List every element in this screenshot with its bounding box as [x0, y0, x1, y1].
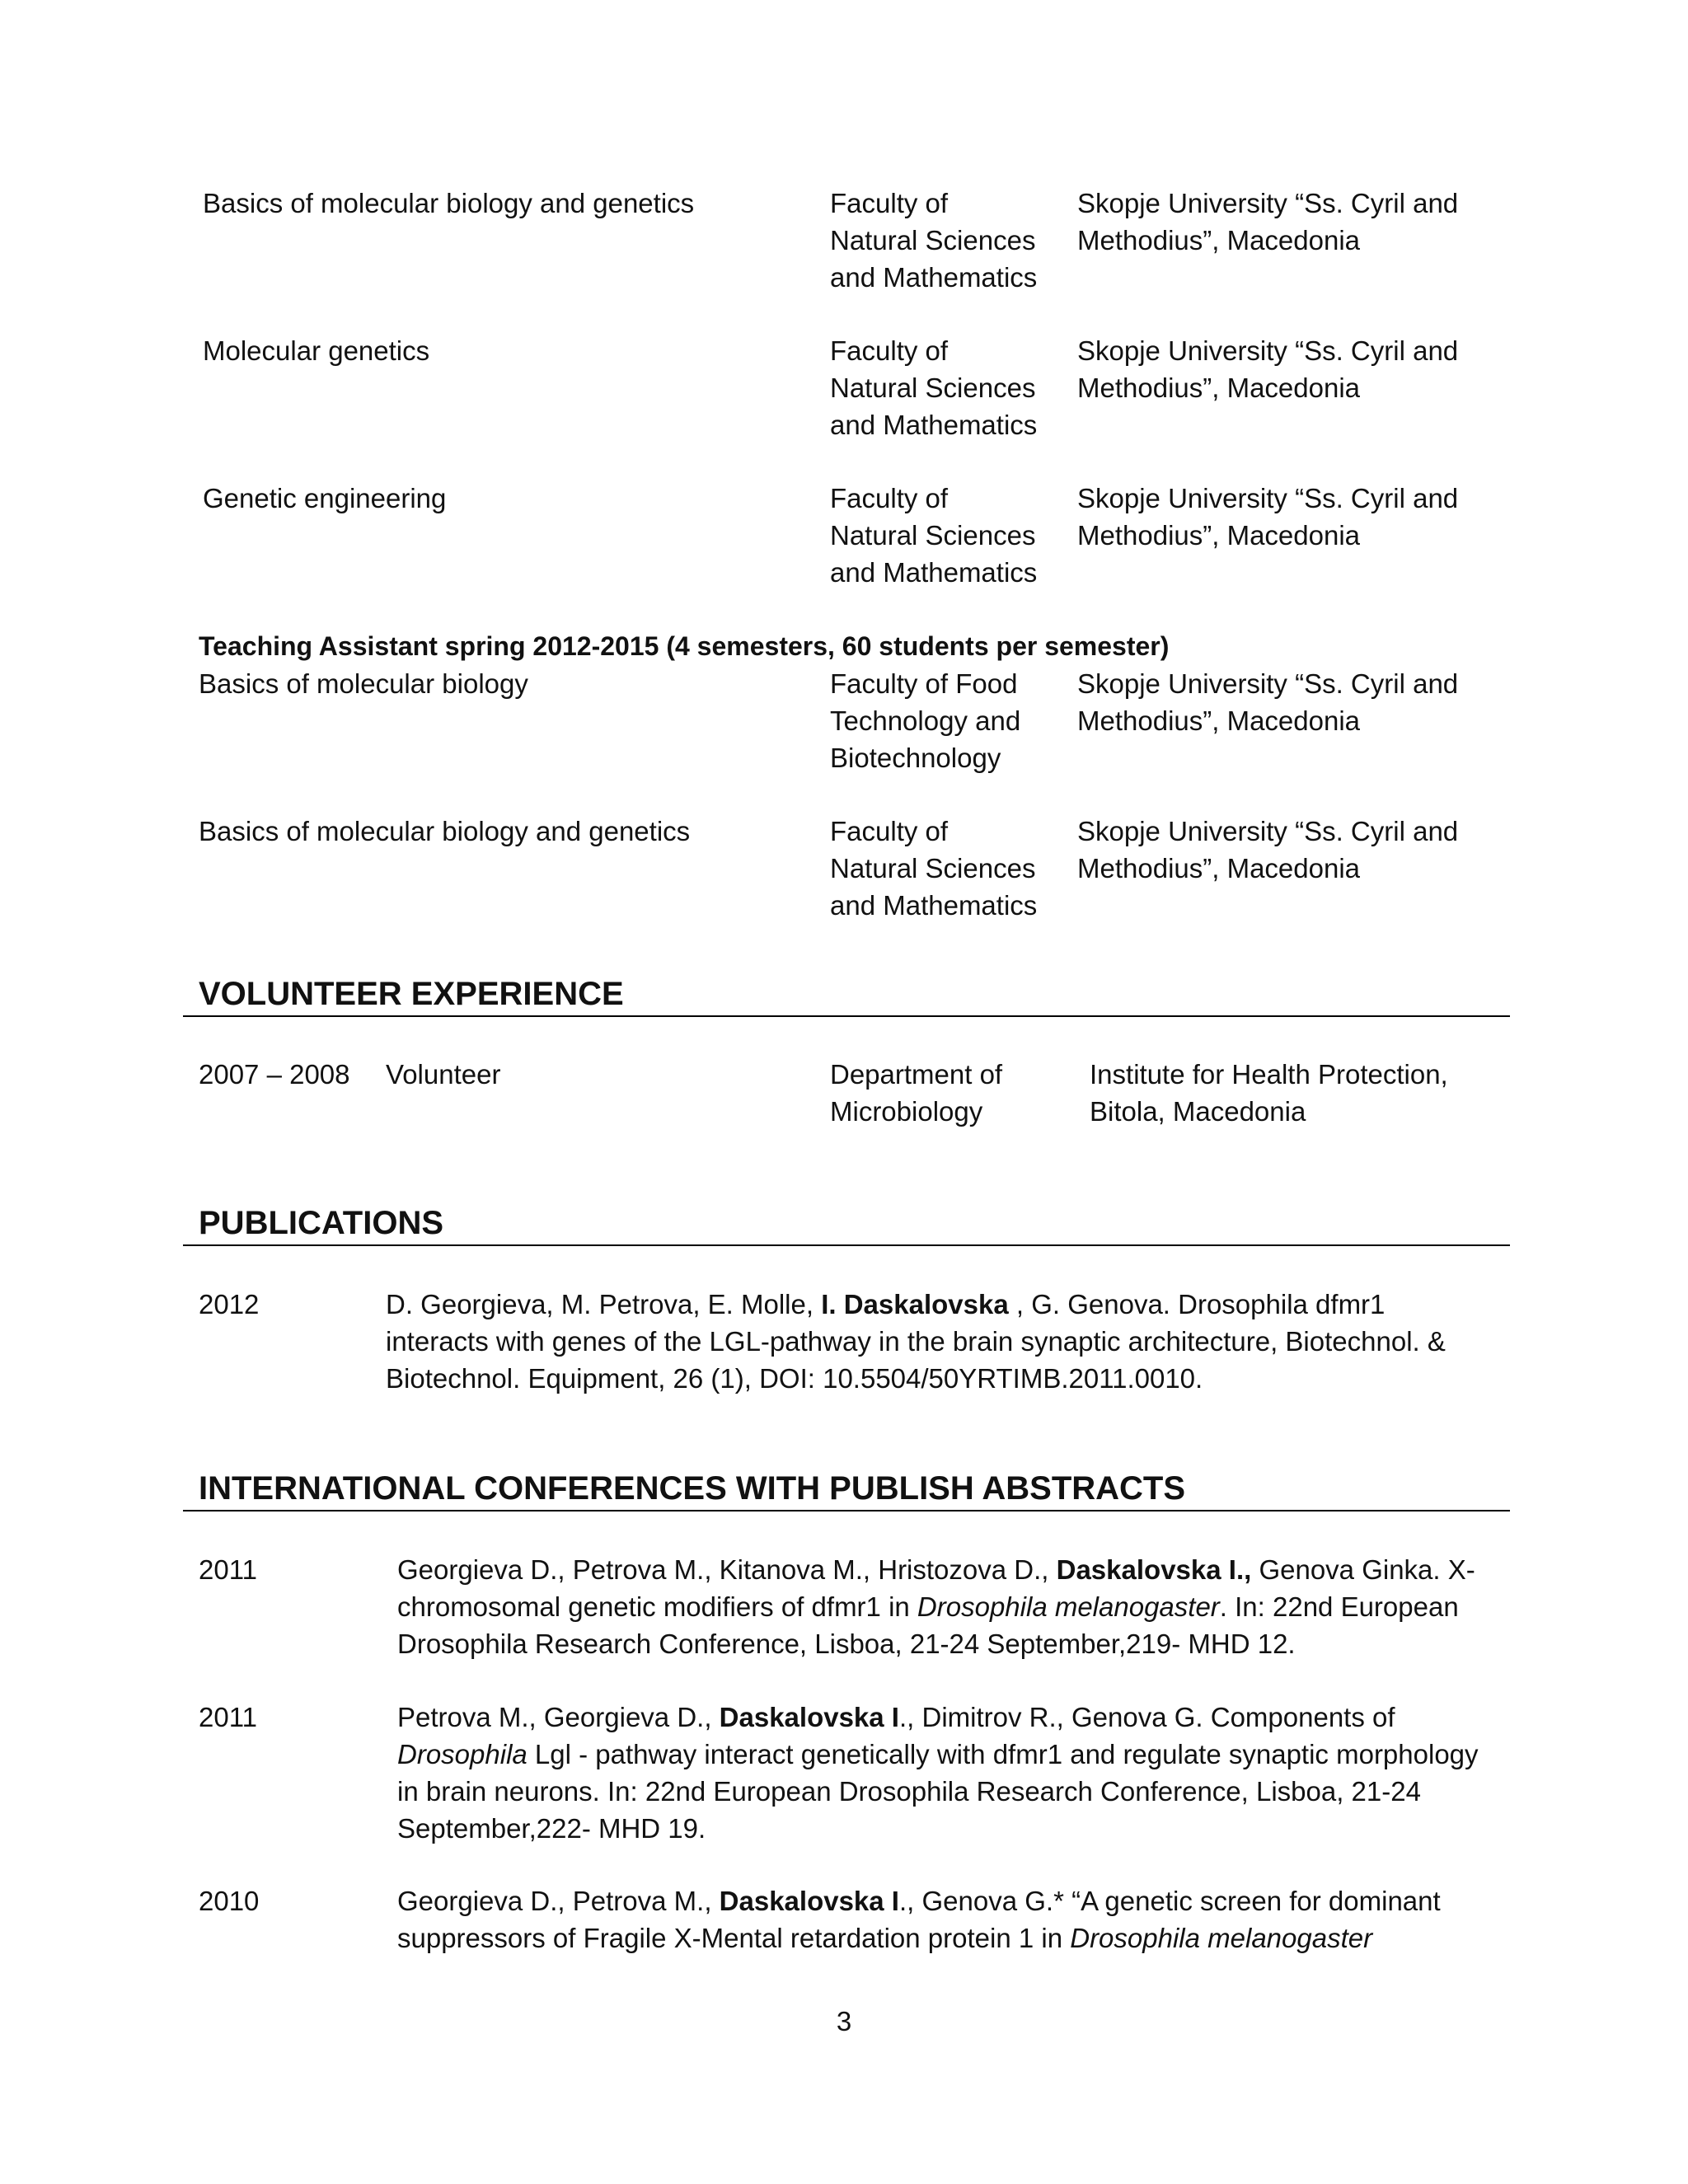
- conference-citation: Georgieva D., Petrova M., Daskalovska I., Genova G.* “A genetic screen for dominant suppressors of Fragile X-Mental retardation protein 1 in Drosophila melanogaster: [397, 1886, 1441, 1953]
- course-name: Basics of molecular biology and genetics: [199, 816, 691, 846]
- course-row: [0, 665, 1688, 780]
- volunteer-section: [183, 972, 1510, 1017]
- author-highlight: I. Daskalovska: [821, 1289, 1009, 1319]
- author-highlight: Daskalovska I.,: [1056, 1554, 1252, 1585]
- conference-citation: Georgieva D., Petrova M., Kitanova M., Hristozova D., Daskalovska I., Genova Ginka. X-chromosomal genetic modifiers of dfmr1 in Drosophila melanogaster. In: 22nd European Drosophila Research Conference, Lisboa, 21-24 September,219- MHD 12.: [397, 1554, 1475, 1659]
- section-title: PUBLICATIONS: [183, 1202, 1510, 1246]
- volunteer-department: Department of Microbiology: [830, 1059, 1003, 1127]
- conference-entry: [199, 1699, 1484, 1847]
- publications-section: [183, 1202, 1510, 1246]
- volunteer-role: Volunteer: [386, 1059, 501, 1090]
- course-name: Basics of molecular biology: [199, 668, 528, 699]
- conference-entry: [199, 1882, 1484, 1965]
- course-row: [0, 813, 1688, 928]
- course-university: Skopje University “Ss. Cyril and Methodius”, Macedonia: [1077, 188, 1459, 255]
- course-university: Skopje University “Ss. Cyril and Methodius”, Macedonia: [1077, 668, 1459, 736]
- conference-entry: [199, 1551, 1484, 1666]
- course-row: [0, 332, 1688, 448]
- course-faculty: Faculty of Natural Sciences and Mathematics: [830, 188, 1038, 293]
- section-title: INTERNATIONAL CONFERENCES WITH PUBLISH ABSTRACTS: [183, 1467, 1510, 1511]
- course-row: [0, 185, 1688, 300]
- conferences-section: [183, 1467, 1510, 1511]
- publication-citation: D. Georgieva, M. Petrova, E. Molle, I. Daskalovska , G. Genova. Drosophila dfmr1 interacts with genes of the LGL-pathway in the brain synaptic architecture, Biotechnol. & Biotechnol. Equipment, 26 (1), DOI: 10.5504/50YRTIMB.2011.0010.: [386, 1289, 1446, 1394]
- volunteer-years: 2007 – 2008: [199, 1059, 350, 1090]
- conference-year: 2010: [199, 1886, 260, 1916]
- course-faculty: Faculty of Natural Sciences and Mathematics: [830, 483, 1038, 588]
- volunteer-institution: Institute for Health Protection, Bitola, Macedonia: [1090, 1059, 1448, 1127]
- conference-year: 2011: [199, 1554, 257, 1585]
- course-name: Genetic engineering: [203, 483, 447, 513]
- conference-year: 2011: [199, 1702, 257, 1732]
- volunteer-entry: [0, 1056, 1688, 1138]
- section-title: VOLUNTEER EXPERIENCE: [183, 972, 1510, 1017]
- teaching-assistant-heading: Teaching Assistant spring 2012-2015 (4 semesters, 60 students per semester): [199, 631, 1170, 661]
- author-highlight: Daskalovska I: [719, 1702, 899, 1732]
- course-name: Basics of molecular biology and genetics: [203, 188, 695, 218]
- publication-entry: [199, 1286, 1484, 1401]
- course-faculty: Faculty of Natural Sciences and Mathematics: [830, 816, 1038, 921]
- course-row: [0, 480, 1688, 595]
- course-name: Molecular genetics: [203, 335, 430, 366]
- course-university: Skopje University “Ss. Cyril and Methodius”, Macedonia: [1077, 483, 1459, 551]
- conference-citation: Petrova M., Georgieva D., Daskalovska I., Dimitrov R., Genova G. Components of Drosophila Lgl - pathway interact genetically with dfmr1 and regulate synaptic morphology in brain neurons. In: 22nd European Drosophila Research Conference, Lisboa, 21-24 September,222- MHD 19.: [397, 1702, 1479, 1844]
- course-university: Skopje University “Ss. Cyril and Methodius”, Macedonia: [1077, 335, 1459, 403]
- publication-year: 2012: [199, 1289, 260, 1319]
- course-university: Skopje University “Ss. Cyril and Methodius”, Macedonia: [1077, 816, 1459, 883]
- course-faculty: Faculty of Food Technology and Biotechnology: [830, 668, 1021, 773]
- author-highlight: Daskalovska I: [719, 1886, 899, 1916]
- page-number: 3: [836, 2006, 852, 2036]
- course-faculty: Faculty of Natural Sciences and Mathematics: [830, 335, 1038, 440]
